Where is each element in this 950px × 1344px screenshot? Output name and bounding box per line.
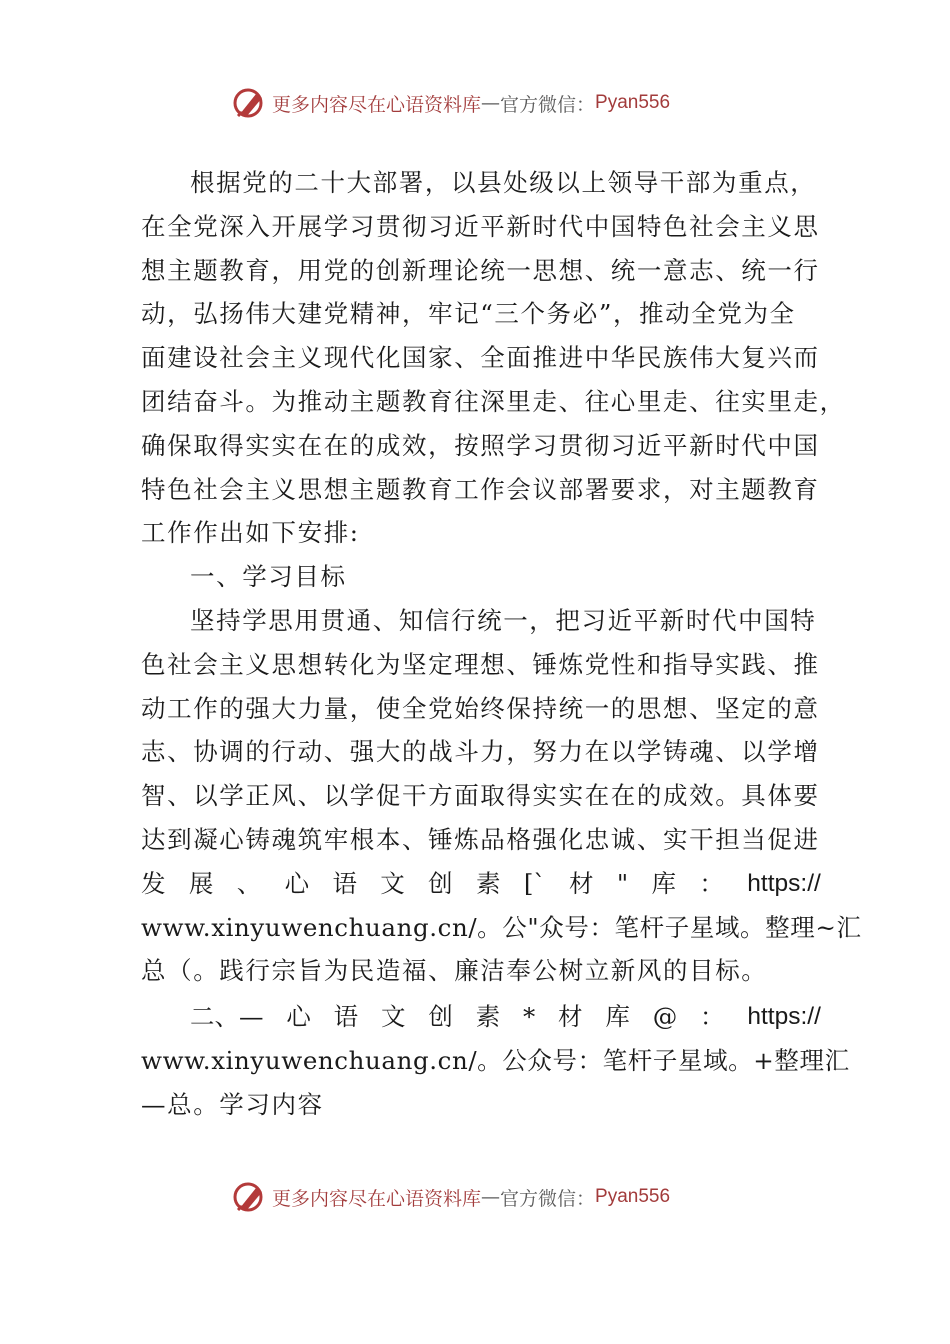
- word: [`: [523, 868, 546, 898]
- word: *: [522, 1002, 536, 1032]
- banner-wechat-id: Pyan556: [595, 1186, 671, 1207]
- document-body: [141, 161, 862, 1127]
- word: ：: [699, 868, 724, 898]
- banner-wechat-label: 官方微信：: [500, 93, 596, 116]
- text-line-url: www.xinyuwenchuang.cn/。公众号：笔杆子星域。+整理汇: [141, 1045, 850, 1075]
- text-line: 确保取得实实在在的成效，按照学习贯彻习近平新时代中国: [141, 430, 820, 460]
- header-banner: [232, 86, 752, 120]
- text-line: 团结奋斗。为推动主题教育往深里走、往心里走、往实里走，: [141, 386, 846, 416]
- word: 材: [558, 1002, 583, 1032]
- word: 心: [284, 868, 310, 898]
- section-heading: 一、学习目标: [190, 562, 347, 592]
- pen-nib-logo-icon: [232, 1180, 268, 1214]
- text-line: 特色社会主义思想主题教育工作会议部署要求，对主题教育: [141, 474, 820, 504]
- word: 、: [236, 868, 262, 898]
- text-line: 达到凝心铸魂筑牢根本、锤炼品格强化忠诚、实干担当促进: [141, 824, 820, 854]
- url-fragment: https://: [747, 1003, 821, 1031]
- banner-site-text: 更多内容尽在心语资料库: [272, 93, 482, 116]
- word: 文: [380, 1002, 406, 1032]
- word: ：: [700, 1002, 725, 1032]
- text-line: 动工作的强大力量，使全党始终保持统一的思想、坚定的意: [141, 693, 820, 723]
- text-line: 面建设社会主义现代化国家、全面推进中华民族伟大复兴而: [141, 343, 820, 373]
- url-fragment: https://: [747, 869, 821, 897]
- banner-wechat-id: Pyan556: [595, 92, 671, 113]
- word: 二、—: [190, 1002, 264, 1032]
- word: 材: [569, 868, 594, 898]
- text-line: 总（。践行宗旨为民造福、廉洁奉公树立新风的目标。: [141, 956, 768, 986]
- word: 语: [332, 868, 357, 898]
- word: 心: [286, 1002, 311, 1032]
- section-heading: —总。学习内容: [141, 1089, 324, 1119]
- banner-dash: —: [481, 92, 501, 114]
- text-line-spaced: [141, 995, 821, 1039]
- word: 创: [428, 1002, 453, 1032]
- word: 创: [428, 868, 453, 898]
- text-line-spaced: [141, 862, 821, 906]
- banner-wechat-label: 官方微信：: [500, 1187, 596, 1210]
- word: @: [652, 1002, 678, 1032]
- word: 素: [475, 1002, 501, 1032]
- banner-site-text: 更多内容尽在心语资料库: [272, 1187, 482, 1210]
- word: 发: [141, 868, 166, 898]
- text-line: 动，弘扬伟大建党精神，牢记“三个务必”，推动全党为全: [141, 299, 796, 329]
- text-line: 色社会主义思想转化为坚定理想、锤炼党性和指导实践、推: [141, 649, 820, 679]
- text-line: 智、以学正风、以学促干方面取得实实在在的成效。具体要: [141, 781, 820, 811]
- word: 素: [476, 868, 501, 898]
- word: 展: [188, 868, 214, 898]
- text-line: 在全党深入开展学习贯彻习近平新时代中国特色社会主义思: [141, 211, 820, 241]
- text-line: 志、协调的行动、强大的战斗力，努力在以学铸魂、以学增: [141, 737, 820, 767]
- text-line: 根据党的二十大部署，以县处级以上领导干部为重点，: [190, 168, 817, 197]
- word: 库: [651, 868, 677, 898]
- word: 文: [380, 868, 405, 898]
- pen-nib-logo-icon: [232, 86, 268, 120]
- word: 语: [333, 1002, 359, 1032]
- text-line: 工作作出如下安排:: [141, 518, 360, 548]
- word: ": [616, 868, 629, 898]
- footer-banner: [232, 1180, 752, 1214]
- word: 库: [605, 1002, 630, 1032]
- text-line: 想主题教育，用党的创新理论统一思想、统一意志、统一行: [141, 255, 820, 285]
- text-line-url: www.xinyuwenchuang.cn/。公"众号：笔杆子星域。整理~汇: [141, 912, 862, 942]
- text-line: 坚持学思用贯通、知信行统一，把习近平新时代中国特: [190, 605, 817, 635]
- banner-dash: —: [481, 1186, 501, 1208]
